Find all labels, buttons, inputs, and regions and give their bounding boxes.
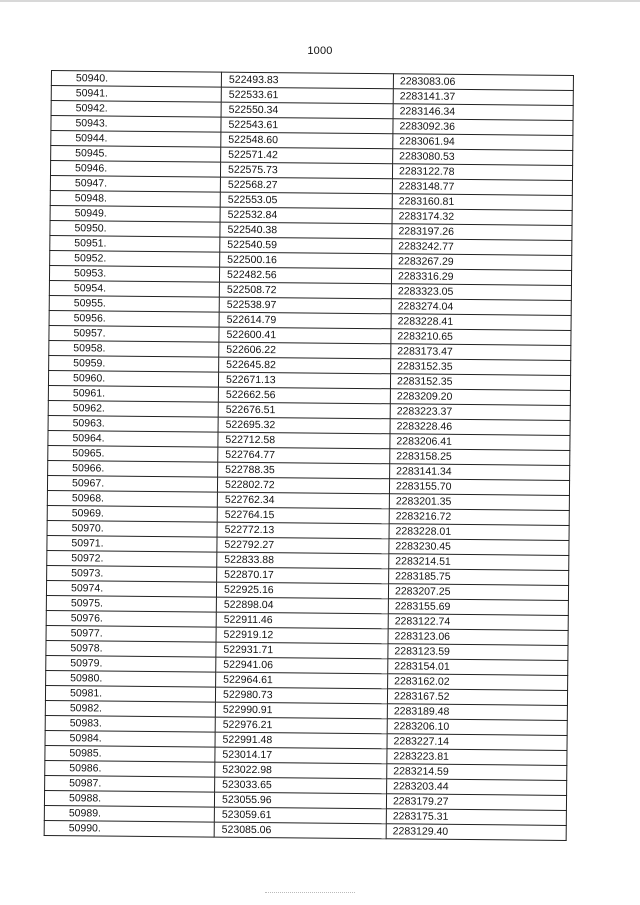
- easting-cell: 522606.22: [219, 342, 391, 359]
- northing-cell: 2283152.35: [391, 359, 571, 376]
- point-id-cell: 50958.: [49, 340, 219, 357]
- northing-cell: 2283083.06: [393, 74, 573, 91]
- northing-cell: 2283242.77: [392, 239, 572, 256]
- point-id-cell: 50956.: [49, 310, 219, 327]
- easting-cell: 522575.73: [220, 162, 392, 179]
- easting-cell: 522919.12: [216, 627, 388, 644]
- point-id-cell: 50964.: [48, 430, 218, 447]
- northing-cell: 2283141.34: [390, 464, 570, 481]
- point-id-cell: 50954.: [49, 280, 219, 297]
- point-id-cell: 50990.: [44, 820, 214, 837]
- easting-cell: 522764.15: [217, 507, 389, 524]
- northing-cell: 2283146.34: [393, 104, 573, 121]
- northing-cell: 2283227.14: [387, 734, 567, 751]
- point-id-cell: 50967.: [47, 475, 217, 492]
- northing-cell: 2283173.47: [391, 344, 571, 361]
- scan-edge-top: [0, 0, 640, 2]
- point-id-cell: 50982.: [45, 700, 215, 717]
- easting-cell: 522550.34: [221, 102, 393, 119]
- northing-cell: 2283092.36: [393, 119, 573, 136]
- easting-cell: 522568.27: [220, 177, 392, 194]
- point-id-cell: 50957.: [49, 325, 219, 342]
- northing-cell: 2283316.29: [391, 269, 571, 286]
- northing-cell: 2283209.20: [390, 389, 570, 406]
- northing-cell: 2283267.29: [392, 254, 572, 271]
- northing-cell: 2283148.77: [392, 179, 572, 196]
- northing-cell: 2283185.75: [389, 569, 569, 586]
- northing-cell: 2283129.40: [386, 824, 566, 841]
- northing-cell: 2283160.81: [392, 194, 572, 211]
- point-id-cell: 50943.: [51, 116, 221, 133]
- northing-cell: 2283223.81: [387, 749, 567, 766]
- northing-cell: 2283189.48: [387, 704, 567, 721]
- easting-cell: 522614.79: [219, 312, 391, 329]
- northing-cell: 2283167.52: [387, 689, 567, 706]
- easting-cell: 522925.16: [216, 582, 388, 599]
- easting-cell: 522695.32: [218, 417, 390, 434]
- northing-cell: 2283179.27: [386, 794, 566, 811]
- easting-cell: 522540.59: [220, 237, 392, 254]
- point-id-cell: 50981.: [45, 685, 215, 702]
- easting-cell: 522792.27: [217, 537, 389, 554]
- point-id-cell: 50945.: [51, 146, 221, 163]
- easting-cell: 522540.38: [220, 222, 392, 239]
- easting-cell: 522772.13: [217, 522, 389, 539]
- easting-cell: 522931.71: [216, 642, 388, 659]
- point-id-cell: 50968.: [47, 490, 217, 507]
- point-id-cell: 50973.: [47, 565, 217, 582]
- northing-cell: 2283154.01: [388, 659, 568, 676]
- easting-cell: 522676.51: [218, 402, 390, 419]
- point-id-cell: 50969.: [47, 505, 217, 522]
- northing-cell: 2283158.25: [390, 449, 570, 466]
- point-id-cell: 50983.: [45, 715, 215, 732]
- easting-cell: 522538.97: [219, 297, 391, 314]
- point-id-cell: 50961.: [48, 385, 218, 402]
- point-id-cell: 50952.: [50, 250, 220, 267]
- point-id-cell: 50953.: [49, 265, 219, 282]
- easting-cell: 523055.96: [214, 792, 386, 809]
- northing-cell: 2283207.25: [388, 584, 568, 601]
- easting-cell: 522941.06: [216, 657, 388, 674]
- easting-cell: 523085.06: [214, 822, 386, 839]
- northing-cell: 2283228.41: [391, 314, 571, 331]
- point-id-cell: 50942.: [51, 101, 221, 118]
- easting-cell: 522788.35: [218, 462, 390, 479]
- coordinates-table: [44, 70, 574, 841]
- easting-cell: 522980.73: [215, 687, 387, 704]
- easting-cell: 522712.58: [218, 432, 390, 449]
- point-id-cell: 50974.: [46, 580, 216, 597]
- point-id-cell: 50970.: [47, 520, 217, 537]
- point-id-cell: 50987.: [45, 775, 215, 792]
- point-id-cell: 50984.: [45, 730, 215, 747]
- coordinates-table-container: [44, 70, 573, 841]
- point-id-cell: 50959.: [49, 355, 219, 372]
- easting-cell: 522571.42: [221, 147, 393, 164]
- northing-cell: 2283201.35: [389, 494, 569, 511]
- point-id-cell: 50972.: [47, 550, 217, 567]
- northing-cell: 2283214.51: [389, 554, 569, 571]
- northing-cell: 2283274.04: [391, 299, 571, 316]
- easting-cell: 522964.61: [216, 672, 388, 689]
- easting-cell: 522508.72: [219, 282, 391, 299]
- easting-cell: 522870.17: [217, 567, 389, 584]
- point-id-cell: 50971.: [47, 535, 217, 552]
- northing-cell: 2283175.31: [386, 809, 566, 826]
- northing-cell: 2283228.01: [389, 524, 569, 541]
- easting-cell: 523059.61: [214, 807, 386, 824]
- northing-cell: 2283155.70: [389, 479, 569, 496]
- point-id-cell: 50944.: [51, 131, 221, 148]
- northing-cell: 2283206.41: [390, 434, 570, 451]
- easting-cell: 522762.34: [217, 492, 389, 509]
- easting-cell: 522532.84: [220, 207, 392, 224]
- point-id-cell: 50979.: [46, 655, 216, 672]
- easting-cell: 522600.41: [219, 327, 391, 344]
- point-id-cell: 50976.: [46, 610, 216, 627]
- easting-cell: 522493.83: [221, 72, 393, 89]
- point-id-cell: 50989.: [44, 805, 214, 822]
- point-id-cell: 50988.: [44, 790, 214, 807]
- northing-cell: 2283155.69: [388, 599, 568, 616]
- northing-cell: 2283123.06: [388, 629, 568, 646]
- page-number: 1000: [307, 45, 333, 57]
- easting-cell: 522764.77: [218, 447, 390, 464]
- easting-cell: 522911.46: [216, 612, 388, 629]
- northing-cell: 2283123.59: [388, 644, 568, 661]
- coordinates-table-body: [44, 71, 573, 841]
- northing-cell: 2283323.05: [391, 284, 571, 301]
- northing-cell: 2283206.10: [387, 719, 567, 736]
- easting-cell: 522990.91: [215, 702, 387, 719]
- point-id-cell: 50946.: [50, 161, 220, 178]
- northing-cell: 2283080.53: [393, 149, 573, 166]
- point-id-cell: 50941.: [51, 86, 221, 103]
- easting-cell: 522482.56: [219, 267, 391, 284]
- point-id-cell: 50940.: [51, 71, 221, 88]
- easting-cell: 522548.60: [221, 132, 393, 149]
- point-id-cell: 50962.: [48, 400, 218, 417]
- easting-cell: 522662.56: [218, 387, 390, 404]
- point-id-cell: 50947.: [50, 175, 220, 192]
- northing-cell: 2283228.46: [390, 419, 570, 436]
- easting-cell: 523014.17: [215, 747, 387, 764]
- northing-cell: 2283203.44: [387, 779, 567, 796]
- easting-cell: 523022.98: [215, 762, 387, 779]
- easting-cell: 522991.48: [215, 732, 387, 749]
- easting-cell: 522833.88: [217, 552, 389, 569]
- easting-cell: 522671.13: [218, 372, 390, 389]
- northing-cell: 2283162.02: [388, 674, 568, 691]
- scan-edge-bottom: [265, 891, 355, 893]
- point-id-cell: 50965.: [48, 445, 218, 462]
- point-id-cell: 50950.: [50, 220, 220, 237]
- point-id-cell: 50977.: [46, 625, 216, 642]
- point-id-cell: 50980.: [46, 670, 216, 687]
- point-id-cell: 50966.: [48, 460, 218, 477]
- easting-cell: 522976.21: [215, 717, 387, 734]
- point-id-cell: 50949.: [50, 205, 220, 222]
- northing-cell: 2283210.65: [391, 329, 571, 346]
- easting-cell: 522645.82: [219, 357, 391, 374]
- point-id-cell: 50955.: [49, 295, 219, 312]
- point-id-cell: 50985.: [45, 745, 215, 762]
- northing-cell: 2283122.78: [392, 164, 572, 181]
- point-id-cell: 50960.: [48, 370, 218, 387]
- point-id-cell: 50963.: [48, 415, 218, 432]
- easting-cell: 522543.61: [221, 117, 393, 134]
- northing-cell: 2283122.74: [388, 614, 568, 631]
- easting-cell: 523033.65: [215, 777, 387, 794]
- point-id-cell: 50986.: [45, 760, 215, 777]
- easting-cell: 522898.04: [216, 597, 388, 614]
- point-id-cell: 50975.: [46, 595, 216, 612]
- point-id-cell: 50948.: [50, 190, 220, 207]
- northing-cell: 2283174.32: [392, 209, 572, 226]
- easting-cell: 522500.16: [220, 252, 392, 269]
- northing-cell: 2283152.35: [390, 374, 570, 391]
- point-id-cell: 50951.: [50, 235, 220, 252]
- northing-cell: 2283197.26: [392, 224, 572, 241]
- northing-cell: 2283141.37: [393, 89, 573, 106]
- northing-cell: 2283223.37: [390, 404, 570, 421]
- point-id-cell: 50978.: [46, 640, 216, 657]
- northing-cell: 2283214.59: [387, 764, 567, 781]
- easting-cell: 522553.05: [220, 192, 392, 209]
- northing-cell: 2283216.72: [389, 509, 569, 526]
- easting-cell: 522533.61: [221, 87, 393, 104]
- northing-cell: 2283061.94: [393, 134, 573, 151]
- easting-cell: 522802.72: [217, 477, 389, 494]
- northing-cell: 2283230.45: [389, 539, 569, 556]
